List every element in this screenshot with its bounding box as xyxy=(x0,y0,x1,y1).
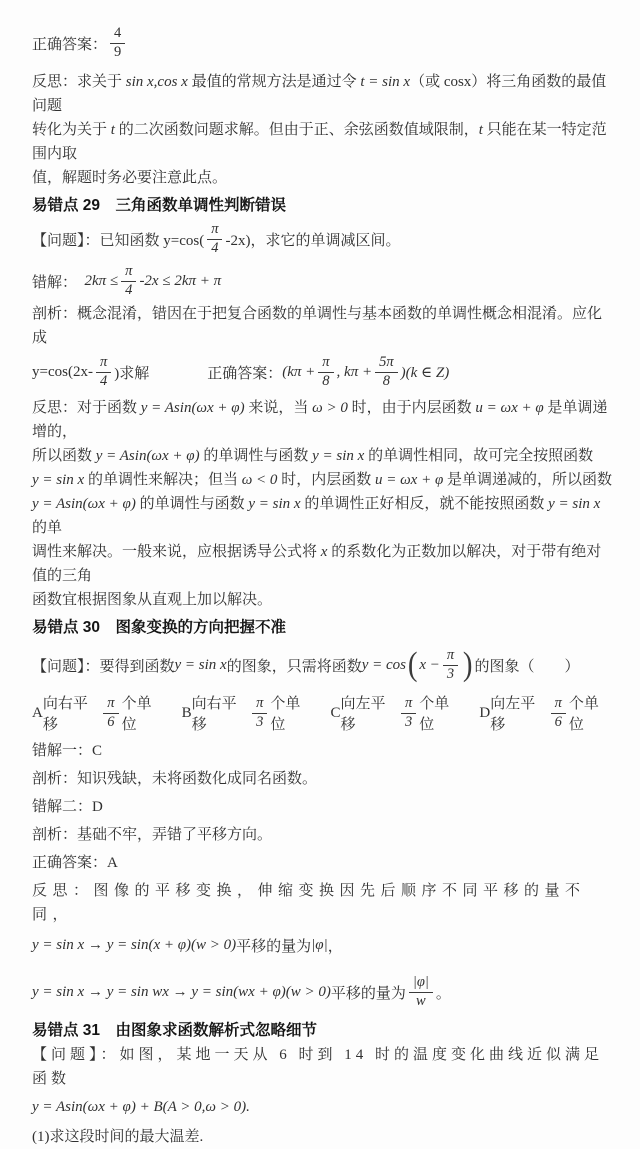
fraction-denominator: 8 xyxy=(382,372,390,389)
math-run: sin x,cos x xyxy=(125,74,188,90)
shift-formula-2-line xyxy=(32,969,612,1015)
shift-formula-1-line xyxy=(32,929,612,961)
text-run: 的图象（ ） xyxy=(474,658,580,675)
math-run: -2x ≤ 2kπ + π xyxy=(139,272,222,289)
math-run: y = sin x xyxy=(174,656,227,673)
text-run: 的单 xyxy=(32,520,63,536)
text-run: 反思：对于函数 xyxy=(32,400,141,416)
math-run: y = sin x xyxy=(312,448,365,464)
math-run: t xyxy=(478,122,483,138)
math-run: u = ωx + φ xyxy=(475,400,544,416)
text-run: 平移的量为 xyxy=(236,938,312,955)
subquestion-1-line: (1)求这段时间的最大温差. xyxy=(32,1129,204,1145)
text-run: 的单调性与函数 xyxy=(135,496,249,512)
reflection-paragraph-top xyxy=(32,70,612,190)
section-31-heading: 易错点 31 由图象求函数解析式忽略细节 xyxy=(32,1022,318,1039)
text-run: 【问题】：已知函数 y=cos( xyxy=(32,232,205,249)
option-suffix: 个单位 xyxy=(568,696,599,733)
section-29-heading: 易错点 29 三角函数单调性判断错误 xyxy=(32,197,287,214)
fraction-4-9 xyxy=(110,26,125,61)
fraction-denominator: 3 xyxy=(446,665,455,682)
problem-31-line: 【问题】：如图，某地一天从 6 时到 14 时的温度变化曲线近似满足函数 xyxy=(32,1047,604,1087)
text-run: -2x)，求它的单调减区间。 xyxy=(225,232,401,249)
fraction-numerator: |φ| xyxy=(409,975,433,993)
fraction-denominator: 9 xyxy=(114,43,122,60)
fraction-pi-3 xyxy=(401,696,416,731)
math-run: )(k ∈ Z) xyxy=(400,364,450,381)
fraction-pi-3 xyxy=(443,648,458,683)
text-run: 是单调递增的， xyxy=(32,400,608,440)
correct-answer-label: 正确答案： xyxy=(32,36,108,53)
text-run: 。 xyxy=(435,985,451,1002)
text-run: （或 cosx）将三角函数的最值问题 xyxy=(32,74,607,114)
option-text: 向右平移 xyxy=(42,696,88,733)
big-close-paren: ) xyxy=(462,646,473,683)
fraction-denominator: 8 xyxy=(322,372,330,389)
option-text: 向左平移 xyxy=(490,696,536,733)
text-run: 来说，当 xyxy=(244,400,313,416)
fraction-denominator: 6 xyxy=(554,713,562,730)
text-run: 只能在某一特定范围内取 xyxy=(32,122,607,162)
fraction-abs-phi-over-w xyxy=(409,975,433,1010)
option-text: 向左平移 xyxy=(340,696,386,733)
math-run: t xyxy=(110,122,115,138)
text-run: 最值的常规方法是通过令 xyxy=(187,74,361,90)
text-line xyxy=(32,588,612,612)
text-run: 【问题】：要得到函数 xyxy=(32,658,175,675)
math-run: x xyxy=(320,544,328,560)
correct-answer-top-line xyxy=(32,22,612,64)
option-a xyxy=(32,692,165,734)
fraction-denominator: 4 xyxy=(211,239,219,256)
fraction-denominator: 4 xyxy=(125,281,133,298)
section-30-heading: 易错点 30 图象变换的方向把握不准 xyxy=(32,619,287,636)
math-run: y = sin x xyxy=(548,496,601,512)
reflection-paragraph-29 xyxy=(32,396,612,612)
fraction-pi-3 xyxy=(252,696,267,731)
text-run: 函数宜根据图象从直观上加以解决。 xyxy=(32,592,273,608)
text-line xyxy=(32,468,612,492)
fraction-numerator: π xyxy=(401,696,416,714)
math-run: (kπ + xyxy=(282,363,316,380)
text-line xyxy=(32,70,612,118)
text-run: 时，由于内层函数 xyxy=(347,400,476,416)
fraction-denominator: 4 xyxy=(99,372,108,389)
text-run: 值，解题时务必要注意此点。 xyxy=(32,170,228,186)
text-run: 的二次函数问题求解。但由于正、余弦函数值域限制， xyxy=(114,122,479,138)
fraction-numerator: π xyxy=(443,648,458,666)
text-run: 调性来解决。一般来说，应根据诱导公式将 xyxy=(32,544,321,560)
fraction-numerator: π xyxy=(121,264,136,282)
reflection-30-line: 反思：图像的平移变换，伸缩变换因先后顺序不同平移的量不同， xyxy=(32,883,586,923)
text-line xyxy=(32,396,612,444)
option-b xyxy=(182,692,314,734)
math-run: 2kπ ≤ xyxy=(84,272,119,289)
text-run: ， xyxy=(327,938,343,955)
fraction-pi-4 xyxy=(96,355,111,390)
option-suffix: 个单位 xyxy=(419,696,450,733)
analysis-29-line xyxy=(32,302,612,350)
text-run: 的单调性与函数 xyxy=(199,448,313,464)
wrong-solution-label: 错解： xyxy=(32,274,85,291)
text-line xyxy=(32,118,612,166)
text-run: 的单调性来解决；但当 xyxy=(84,472,242,488)
fraction-pi-8 xyxy=(318,355,333,390)
fraction-numerator: π xyxy=(207,222,222,240)
fraction-denominator: 6 xyxy=(107,713,115,730)
text-run: )求解 xyxy=(114,365,150,382)
text-run: 的图象，只需将函数 xyxy=(226,658,362,675)
text-line xyxy=(32,540,612,588)
option-letter: C xyxy=(330,704,341,721)
text-run: 平移的量为 xyxy=(330,985,406,1002)
math-run: x − xyxy=(419,656,440,673)
math-run: t = sin x xyxy=(360,74,411,90)
correct-answer-label: 正确答案： xyxy=(207,365,283,382)
fraction-pi-6 xyxy=(551,696,566,731)
option-letter: B xyxy=(181,704,192,721)
fraction-5pi-8 xyxy=(375,355,398,390)
wrong-solution-1-line: 错解一：C xyxy=(32,743,103,759)
math-run: ω > 0 xyxy=(312,400,348,416)
text-run: 转化为关于 xyxy=(32,122,111,138)
wrong-solution-29-line xyxy=(32,260,612,302)
text-run: 剖析：概念混淆，错因在于把复合函数的单调性与基本函数的单调性概念相混淆。应化成 xyxy=(32,306,603,346)
fraction-numerator: π xyxy=(318,355,333,373)
wrong-solution-2-line: 错解二：D xyxy=(32,799,103,815)
math-run: y = Asin(ωx + φ) xyxy=(32,496,136,512)
text-run: 的系数化为正数加以解决，对于带有绝对值的三角 xyxy=(32,544,602,584)
text-run: 的单调性正好相反，就不能按照函数 xyxy=(300,496,549,512)
fraction-pi-4 xyxy=(121,264,136,299)
fraction-numerator: π xyxy=(551,696,566,714)
math-run: y = Asin(ωx + φ) xyxy=(140,400,245,416)
big-open-paren: ( xyxy=(407,646,418,683)
text-run: 时，内层函数 xyxy=(277,472,375,488)
problem-29-line xyxy=(32,218,612,260)
option-letter: D xyxy=(479,704,491,721)
math-run: ω < 0 xyxy=(241,472,278,488)
temperature-formula-line: y = Asin(ωx + φ) + B(A > 0,ω > 0). xyxy=(32,1099,250,1115)
fraction-pi-4 xyxy=(207,222,222,257)
math-run: y = sin x xyxy=(32,472,85,488)
fraction-numerator: 5π xyxy=(375,355,398,373)
option-d xyxy=(479,692,612,734)
text-run: y=cos(2x- xyxy=(32,363,93,380)
math-run: y = sin x xyxy=(248,496,301,512)
solve-and-answer-29-line xyxy=(32,350,612,394)
option-letter: A xyxy=(32,704,43,721)
text-line xyxy=(32,166,612,190)
math-run: , kπ + xyxy=(336,363,373,380)
fraction-denominator: 3 xyxy=(404,713,413,730)
text-run: 所以函数 xyxy=(32,448,96,464)
correct-answer-30-line: 正确答案：A xyxy=(32,855,118,871)
math-run: y = sin x → y = sin wx → y = sin(wx + φ)(w > 0) xyxy=(32,983,331,1000)
fraction-numerator: π xyxy=(103,696,118,714)
math-run: y = Asin(ωx + φ) xyxy=(95,448,200,464)
analysis-2-line: 剖析：基础不牢，弄错了平移方向。 xyxy=(32,827,273,843)
math-run: u = ωx + φ xyxy=(374,472,444,488)
text-run: 反思：求关于 xyxy=(32,74,126,90)
math-run: y = sin x → y = sin(x + φ)(w > 0) xyxy=(32,936,237,953)
option-suffix: 个单位 xyxy=(121,696,152,733)
fraction-denominator: w xyxy=(416,992,426,1009)
analysis-1-line: 剖析：知识残缺，未将函数化成同名函数。 xyxy=(32,771,318,787)
option-suffix: 个单位 xyxy=(270,696,301,733)
options-30-line xyxy=(32,691,612,735)
fraction-numerator: π xyxy=(96,355,111,373)
fraction-denominator: 3 xyxy=(256,713,264,730)
fraction-numerator: π xyxy=(252,696,267,714)
option-c xyxy=(331,692,463,734)
problem-30-line xyxy=(32,641,612,689)
option-text: 向右平移 xyxy=(191,696,237,733)
text-line xyxy=(32,492,612,540)
math-run: y = cos xyxy=(361,656,407,673)
math-run: |φ| xyxy=(311,936,328,953)
text-line xyxy=(32,444,612,468)
text-run: 是单调递减的，所以函数 xyxy=(443,472,613,488)
fraction-numerator: 4 xyxy=(110,26,125,44)
text-run: 的单调性相同，故可完全按照函数 xyxy=(364,448,594,464)
fraction-pi-6 xyxy=(103,696,118,731)
